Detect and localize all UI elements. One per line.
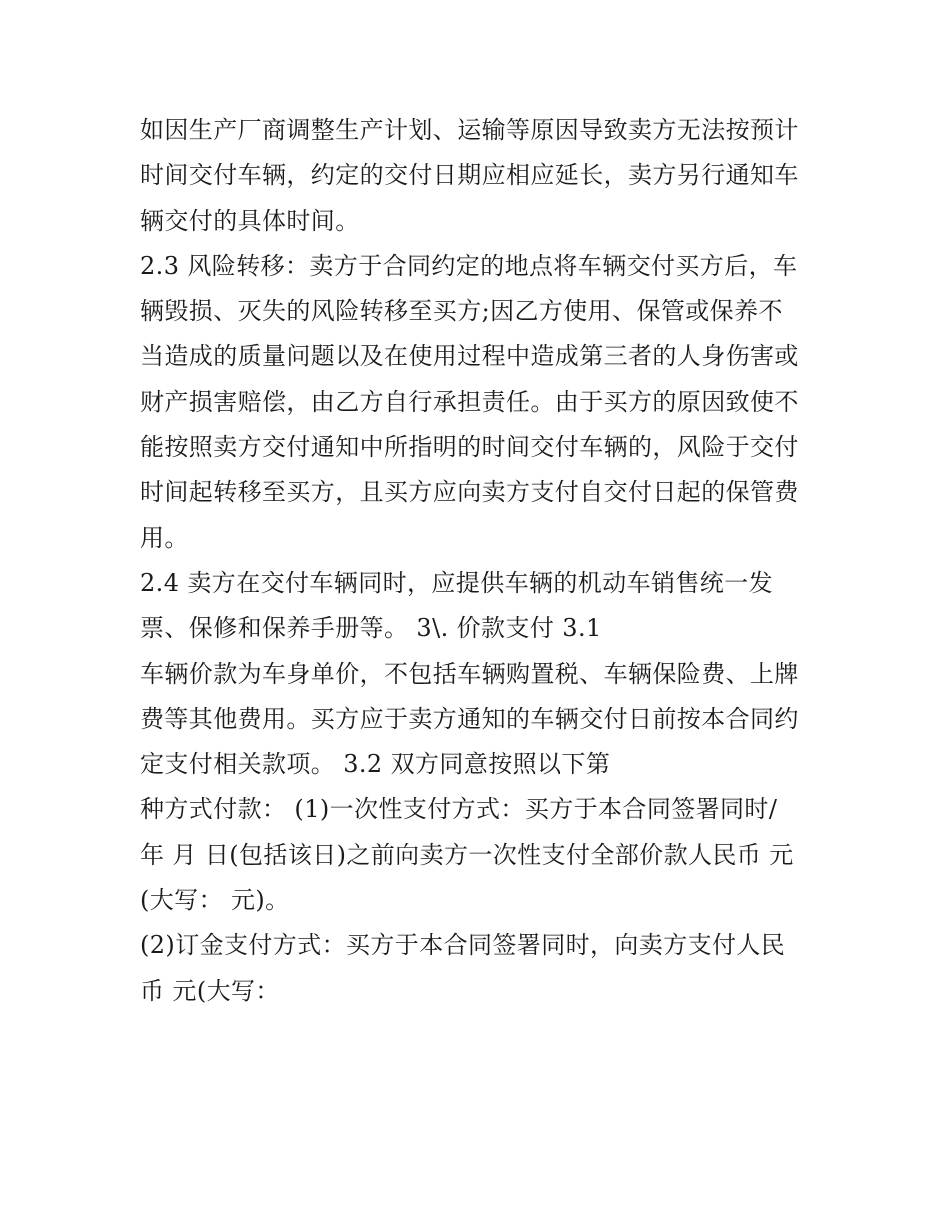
text-line-19: (2)订金支付方式：买方于本合同签署同时，向卖方支付人民 [140,931,786,960]
text-line-15: 定支付相关款项。 3.2 双方同意按照以下第 [140,750,611,779]
text-line-13: 车辆价款为车身单价，不包括车辆购置税、车辆保险费、上牌 [140,659,799,688]
text-line-3: 辆交付的具体时间。 [140,206,360,235]
text-line-2: 时间交付车辆，约定的交付日期应相应延长，卖方另行通知车 [140,161,799,190]
contract-text-block [140,108,830,1014]
text-line-18: (大写： 元)。 [140,886,290,915]
text-line-12: 票、保修和保养手册等。 3\. 价款支付 3.1 [140,614,602,643]
text-line-1: 如因生产厂商调整生产计划、运输等原因导致卖方无法按预计 [140,116,799,144]
text-line-9: 时间起转移至买方，且买方应向卖方支付自交付日起的保管费 [140,478,799,507]
text-line-8: 能按照卖方交付通知中所指明的时间交付车辆的，风险于交付 [140,433,799,462]
text-line-5: 辆毁损、灭失的风险转移至买方;因乙方使用、保管或保养不 [140,297,783,326]
text-line-16: 种方式付款： (1)一次性支付方式：买方于本合同签署同时/ [140,795,778,824]
text-line-7: 财产损害赔偿，由乙方自行承担责任。由于买方的原因致使不 [140,387,799,416]
text-line-6: 当造成的质量问题以及在使用过程中造成第三者的人身伤害或 [140,342,799,371]
text-line-4: 2.3 风险转移：卖方于合同约定的地点将车辆交付买方后，车 [140,251,798,280]
text-line-10: 用。 [140,523,189,552]
text-line-11: 2.4 卖方在交付车辆同时，应提供车辆的机动车销售统一发 [140,568,773,597]
text-line-17: 年 月 日(包括该日)之前向卖方一次性支付全部价款人民币 元 [140,840,794,869]
text-line-20: 币 元(大写： [140,976,280,1005]
text-line-14: 费等其他费用。买方应于卖方通知的车辆交付日前按本合同约 [140,704,799,733]
